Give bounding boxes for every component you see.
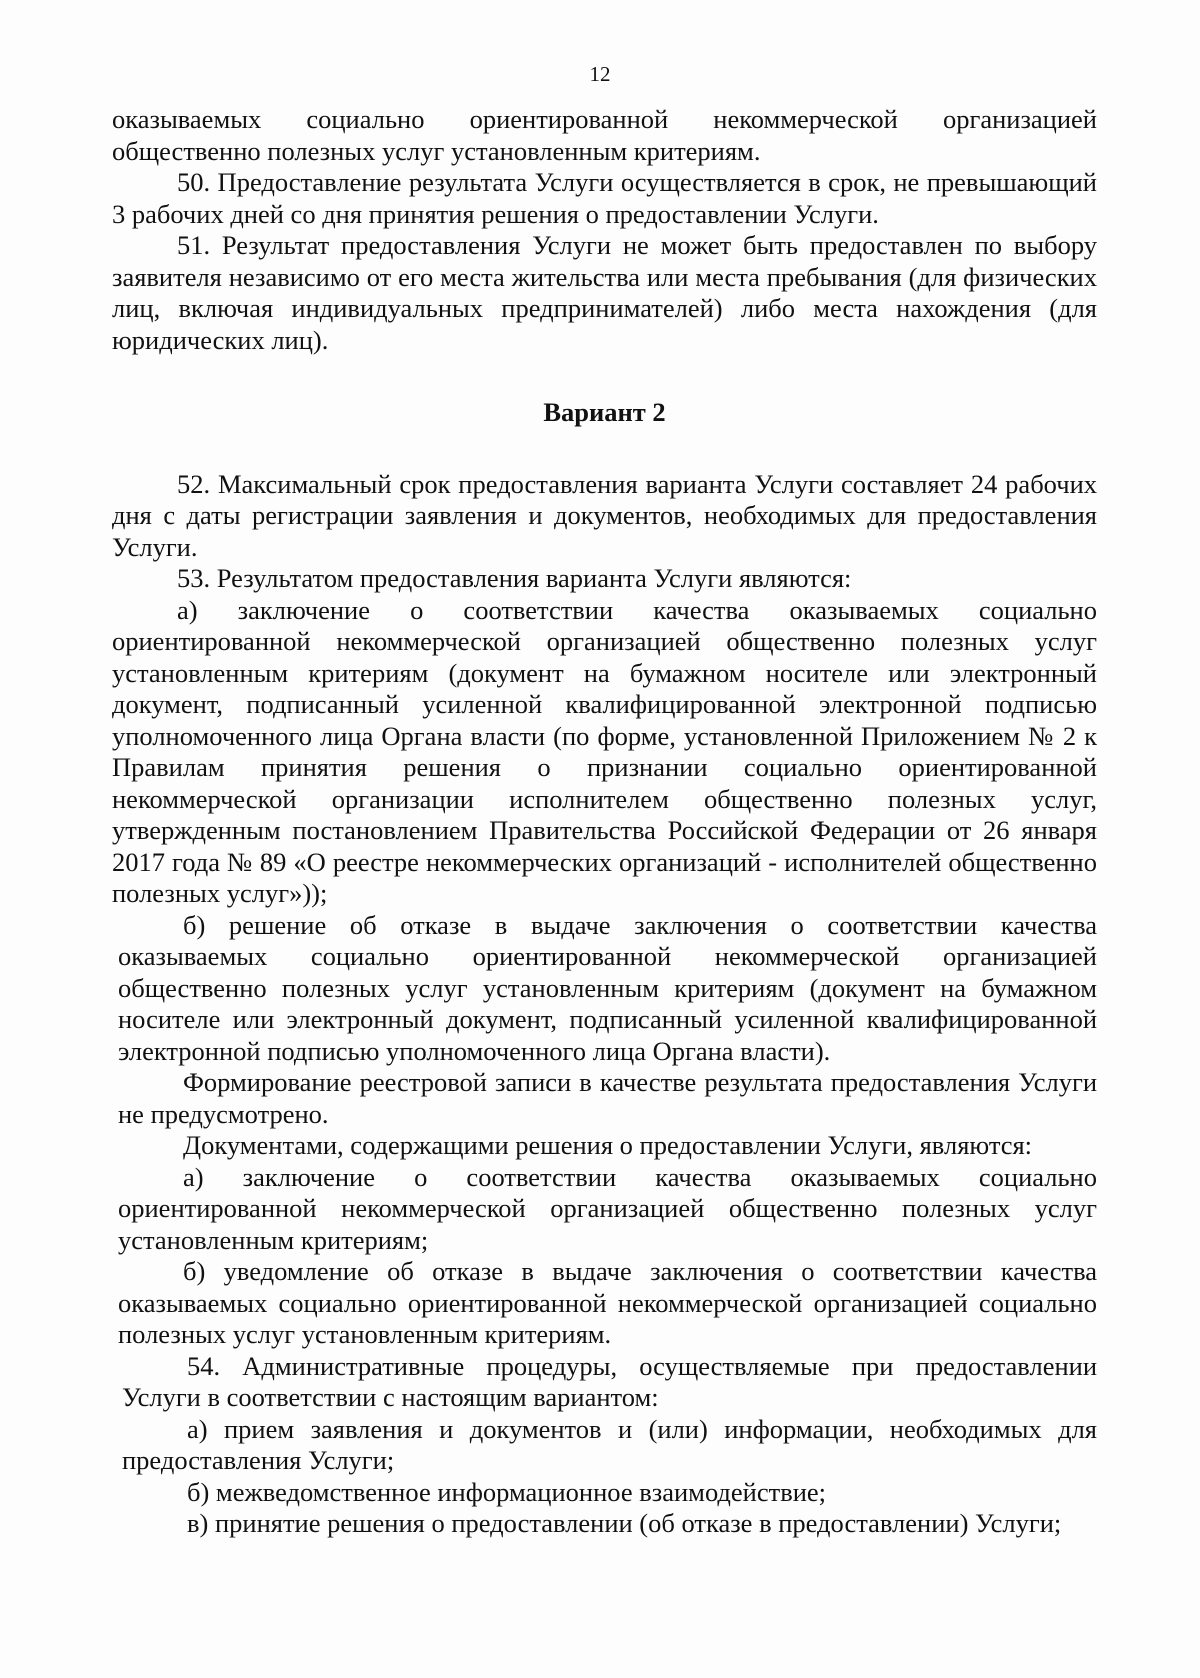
paragraph-53-b: б) решение об отказе в выдаче заключения о соответствии качества оказываемых социально ориентированной некоммерческой организацией общественно полезных услуг установленным критериям (документ на бумажном носителе или электронный документ, подписанный усиленной квалифицированной электронной подписью уполномоченного лица Органа власти). bbox=[118, 909, 1097, 1066]
paragraph-continuation: оказываемых социально ориентированной некоммерческой организацией общественно полезных услуг установленным критериям. bbox=[112, 104, 1097, 166]
paragraph-decision-docs-a: а) заключение о соответствии качества оказываемых социально ориентированной некоммерческой организацией общественно полезных услуг установленным критериям; bbox=[118, 1161, 1097, 1255]
paragraph-registry-note: Формирование реестровой записи в качестве результата предоставления Услуги не предусмотрено. bbox=[118, 1067, 1097, 1129]
paragraph-54: 54. Административные процедуры, осуществляемые при предоставлении Услуги в соответствии с настоящим вариантом: bbox=[122, 1350, 1097, 1412]
paragraph-52: 52. Максимальный срок предоставления варианта Услуги составляет 24 рабочих дня с даты регистрации заявления и документов, необходимых для предоставления Услуги. bbox=[112, 468, 1097, 562]
paragraph-51: 51. Результат предоставления Услуги не может быть предоставлен по выбору заявителя независимо от его места жительства или места пребывания (для физических лиц, включая индивидуальных предпринимателей) либо места нахождения (для юридических лиц). bbox=[112, 230, 1097, 355]
paragraph-decision-docs-b: б) уведомление об отказе в выдаче заключения о соответствии качества оказываемых социально ориентированной некоммерческой организацией социально полезных услуг установленным критериям. bbox=[118, 1256, 1097, 1349]
section-variant-2-cont bbox=[118, 910, 1097, 1351]
paragraph-53-a: а) заключение о соответствии качества оказываемых социально ориентированной некоммерческой организацией общественно полезных услуг установленным критериям (документ на бумажном носителе или электронный документ, подписанный усиленной квалифицированной электронной подписью уполномоченного лица Органа власти (по форме, установленной Приложением № 2 к Правилам принятия решения о признании социально ориентированной некоммерческой организации исполнителем общественно полезных услуг, утвержденным постановлением Правительства Российской Федерации от 26 января 2017 года № 89 «О реестре некоммерческих организаций - исполнителей общественно полезных услуг»)); bbox=[112, 594, 1097, 908]
paragraph-54-a: а) прием заявления и документов и (или) информации, необходимых для предоставления Услуги; bbox=[122, 1413, 1097, 1475]
section-variant-2-procedures bbox=[122, 1351, 1097, 1540]
paragraph-54-c: в) принятие решения о предоставлении (об отказе в предоставлении) Услуги; bbox=[187, 1508, 1062, 1538]
page-number: 12 bbox=[589, 62, 611, 86]
document-body bbox=[112, 104, 1097, 1540]
paragraph-decision-docs: Документами, содержащими решения о предоставлении Услуги, являются: bbox=[183, 1130, 1033, 1160]
section-heading: Вариант 2 bbox=[543, 397, 666, 427]
paragraph-50: 50. Предоставление результата Услуги осуществляется в срок, не превышающий 3 рабочих дней со дня принятия решения о предоставлении Услуги. bbox=[112, 167, 1097, 229]
paragraph-53: 53. Результатом предоставления варианта Услуги являются: bbox=[177, 563, 852, 593]
paragraph-54-b: б) межведомственное информационное взаимодействие; bbox=[187, 1476, 827, 1507]
section-variant-2 bbox=[112, 469, 1097, 910]
